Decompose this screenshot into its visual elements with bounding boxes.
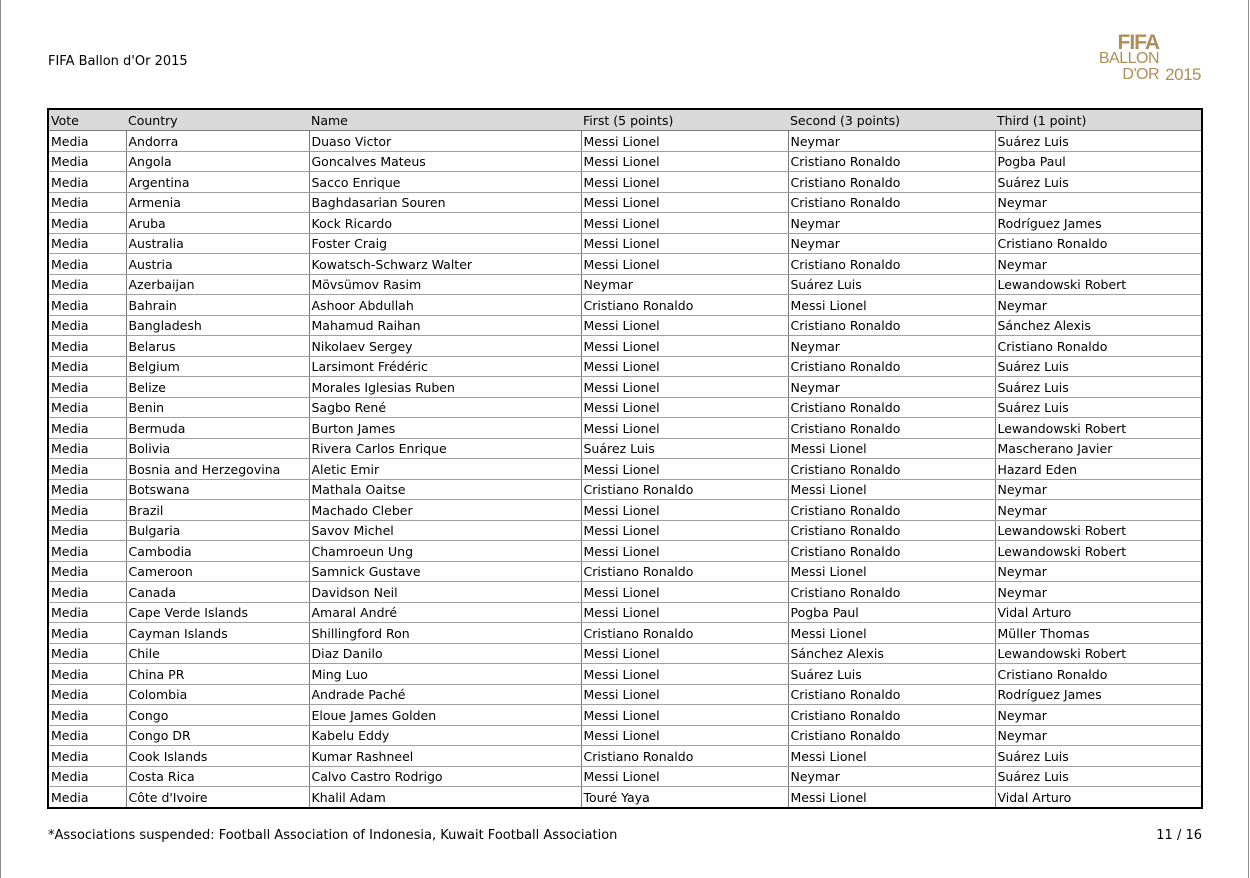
logo-ballon-text: BALLON bbox=[1098, 50, 1159, 67]
voter-name-cell: Diaz Danilo bbox=[309, 643, 581, 664]
third-choice-cell: Neymar bbox=[995, 705, 1202, 726]
vote-cell: Media bbox=[48, 705, 126, 726]
third-choice-cell: Cristiano Ronaldo bbox=[995, 233, 1202, 254]
third-choice-cell: Lewandowski Robert bbox=[995, 274, 1202, 295]
voter-name-cell: Mahamud Raihan bbox=[309, 315, 581, 336]
vote-cell: Media bbox=[48, 643, 126, 664]
second-choice-cell: Cristiano Ronaldo bbox=[788, 254, 995, 275]
first-choice-cell: Messi Lionel bbox=[581, 500, 788, 521]
second-choice-cell: Suárez Luis bbox=[788, 274, 995, 295]
table-row bbox=[48, 438, 1202, 459]
third-choice-cell: Vidal Arturo bbox=[995, 787, 1202, 808]
voter-name-cell: Kock Ricardo bbox=[309, 213, 581, 234]
voter-name-cell: Duaso Victor bbox=[309, 131, 581, 152]
third-choice-cell: Lewandowski Robert bbox=[995, 541, 1202, 562]
second-choice-cell: Cristiano Ronaldo bbox=[788, 397, 995, 418]
country-cell: Cook Islands bbox=[126, 746, 309, 767]
first-choice-cell: Messi Lionel bbox=[581, 192, 788, 213]
country-cell: Belize bbox=[126, 377, 309, 398]
country-cell: Bulgaria bbox=[126, 520, 309, 541]
first-choice-cell: Messi Lionel bbox=[581, 705, 788, 726]
voter-name-cell: Aletic Emir bbox=[309, 459, 581, 480]
third-choice-cell: Suárez Luis bbox=[995, 397, 1202, 418]
country-cell: China PR bbox=[126, 664, 309, 685]
column-header-name: Name bbox=[309, 109, 581, 131]
vote-cell: Media bbox=[48, 295, 126, 316]
table-row bbox=[48, 151, 1202, 172]
vote-cell: Media bbox=[48, 602, 126, 623]
country-cell: Armenia bbox=[126, 192, 309, 213]
second-choice-cell: Cristiano Ronaldo bbox=[788, 725, 995, 746]
second-choice-cell: Neymar bbox=[788, 336, 995, 357]
table-row bbox=[48, 766, 1202, 787]
second-choice-cell: Cristiano Ronaldo bbox=[788, 356, 995, 377]
table-row bbox=[48, 254, 1202, 275]
voter-name-cell: Andrade Paché bbox=[309, 684, 581, 705]
second-choice-cell: Cristiano Ronaldo bbox=[788, 500, 995, 521]
third-choice-cell: Müller Thomas bbox=[995, 623, 1202, 644]
second-choice-cell: Cristiano Ronaldo bbox=[788, 541, 995, 562]
first-choice-cell: Cristiano Ronaldo bbox=[581, 479, 788, 500]
vote-cell: Media bbox=[48, 479, 126, 500]
column-header-vote: Vote bbox=[48, 109, 126, 131]
table-row bbox=[48, 500, 1202, 521]
table-row bbox=[48, 520, 1202, 541]
vote-cell: Media bbox=[48, 787, 126, 808]
country-cell: Australia bbox=[126, 233, 309, 254]
vote-cell: Media bbox=[48, 766, 126, 787]
voter-name-cell: Kowatsch-Schwarz Walter bbox=[309, 254, 581, 275]
second-choice-cell: Neymar bbox=[788, 377, 995, 398]
voter-name-cell: Morales Iglesias Ruben bbox=[309, 377, 581, 398]
votes-table bbox=[47, 108, 1203, 809]
second-choice-cell: Messi Lionel bbox=[788, 438, 995, 459]
first-choice-cell: Messi Lionel bbox=[581, 459, 788, 480]
first-choice-cell: Cristiano Ronaldo bbox=[581, 623, 788, 644]
vote-cell: Media bbox=[48, 336, 126, 357]
vote-cell: Media bbox=[48, 172, 126, 193]
document-title: FIFA Ballon d'Or 2015 bbox=[48, 54, 188, 69]
vote-cell: Media bbox=[48, 582, 126, 603]
country-cell: Aruba bbox=[126, 213, 309, 234]
country-cell: Bangladesh bbox=[126, 315, 309, 336]
voter-name-cell: Savov Michel bbox=[309, 520, 581, 541]
third-choice-cell: Neymar bbox=[995, 500, 1202, 521]
voter-name-cell: Chamroeun Ung bbox=[309, 541, 581, 562]
third-choice-cell: Sánchez Alexis bbox=[995, 315, 1202, 336]
third-choice-cell: Lewandowski Robert bbox=[995, 520, 1202, 541]
country-cell: Angola bbox=[126, 151, 309, 172]
table-row bbox=[48, 787, 1202, 808]
country-cell: Botswana bbox=[126, 479, 309, 500]
second-choice-cell: Cristiano Ronaldo bbox=[788, 684, 995, 705]
first-choice-cell: Cristiano Ronaldo bbox=[581, 295, 788, 316]
table-header-row bbox=[48, 109, 1202, 131]
first-choice-cell: Messi Lionel bbox=[581, 356, 788, 377]
second-choice-cell: Cristiano Ronaldo bbox=[788, 459, 995, 480]
vote-cell: Media bbox=[48, 684, 126, 705]
country-cell: Cape Verde Islands bbox=[126, 602, 309, 623]
second-choice-cell: Messi Lionel bbox=[788, 295, 995, 316]
third-choice-cell: Hazard Eden bbox=[995, 459, 1202, 480]
vote-cell: Media bbox=[48, 623, 126, 644]
first-choice-cell: Messi Lionel bbox=[581, 213, 788, 234]
table-row bbox=[48, 623, 1202, 644]
second-choice-cell: Cristiano Ronaldo bbox=[788, 418, 995, 439]
third-choice-cell: Suárez Luis bbox=[995, 377, 1202, 398]
table-row bbox=[48, 479, 1202, 500]
table-row bbox=[48, 746, 1202, 767]
voter-name-cell: Burton James bbox=[309, 418, 581, 439]
column-header-third: Third (1 point) bbox=[995, 109, 1202, 131]
third-choice-cell: Neymar bbox=[995, 254, 1202, 275]
second-choice-cell: Messi Lionel bbox=[788, 787, 995, 808]
vote-cell: Media bbox=[48, 377, 126, 398]
country-cell: Bolivia bbox=[126, 438, 309, 459]
logo-dor-text: D'OR bbox=[1122, 66, 1159, 83]
country-cell: Chile bbox=[126, 643, 309, 664]
vote-cell: Media bbox=[48, 541, 126, 562]
first-choice-cell: Messi Lionel bbox=[581, 397, 788, 418]
table-row bbox=[48, 561, 1202, 582]
second-choice-cell: Cristiano Ronaldo bbox=[788, 705, 995, 726]
table-row bbox=[48, 233, 1202, 254]
vote-cell: Media bbox=[48, 356, 126, 377]
third-choice-cell: Neymar bbox=[995, 582, 1202, 603]
voter-name-cell: Sagbo René bbox=[309, 397, 581, 418]
voter-name-cell: Davidson Neil bbox=[309, 582, 581, 603]
first-choice-cell: Messi Lionel bbox=[581, 541, 788, 562]
logo-year-text: 2015 bbox=[1165, 65, 1201, 84]
third-choice-cell: Pogba Paul bbox=[995, 151, 1202, 172]
second-choice-cell: Messi Lionel bbox=[788, 561, 995, 582]
first-choice-cell: Messi Lionel bbox=[581, 315, 788, 336]
vote-cell: Media bbox=[48, 561, 126, 582]
table-row bbox=[48, 192, 1202, 213]
voter-name-cell: Rivera Carlos Enrique bbox=[309, 438, 581, 459]
vote-cell: Media bbox=[48, 664, 126, 685]
second-choice-cell: Cristiano Ronaldo bbox=[788, 151, 995, 172]
third-choice-cell: Suárez Luis bbox=[995, 131, 1202, 152]
first-choice-cell: Messi Lionel bbox=[581, 766, 788, 787]
first-choice-cell: Neymar bbox=[581, 274, 788, 295]
voter-name-cell: Samnick Gustave bbox=[309, 561, 581, 582]
table-row bbox=[48, 643, 1202, 664]
first-choice-cell: Messi Lionel bbox=[581, 336, 788, 357]
table-row bbox=[48, 274, 1202, 295]
table-row bbox=[48, 295, 1202, 316]
second-choice-cell: Neymar bbox=[788, 131, 995, 152]
first-choice-cell: Messi Lionel bbox=[581, 664, 788, 685]
table-row bbox=[48, 684, 1202, 705]
third-choice-cell: Cristiano Ronaldo bbox=[995, 336, 1202, 357]
second-choice-cell: Messi Lionel bbox=[788, 746, 995, 767]
third-choice-cell: Neymar bbox=[995, 192, 1202, 213]
page-border-left bbox=[0, 0, 1, 878]
vote-cell: Media bbox=[48, 520, 126, 541]
second-choice-cell: Neymar bbox=[788, 213, 995, 234]
voter-name-cell: Sacco Enrique bbox=[309, 172, 581, 193]
first-choice-cell: Messi Lionel bbox=[581, 602, 788, 623]
second-choice-cell: Cristiano Ronaldo bbox=[788, 172, 995, 193]
country-cell: Bahrain bbox=[126, 295, 309, 316]
country-cell: Argentina bbox=[126, 172, 309, 193]
vote-cell: Media bbox=[48, 254, 126, 275]
country-cell: Canada bbox=[126, 582, 309, 603]
voter-name-cell: Kabelu Eddy bbox=[309, 725, 581, 746]
first-choice-cell: Messi Lionel bbox=[581, 131, 788, 152]
first-choice-cell: Cristiano Ronaldo bbox=[581, 746, 788, 767]
ballon-dor-logo bbox=[1070, 32, 1205, 86]
second-choice-cell: Messi Lionel bbox=[788, 479, 995, 500]
country-cell: Andorra bbox=[126, 131, 309, 152]
third-choice-cell: Neymar bbox=[995, 725, 1202, 746]
table-row bbox=[48, 172, 1202, 193]
third-choice-cell: Suárez Luis bbox=[995, 766, 1202, 787]
voter-name-cell: Larsimont Frédéric bbox=[309, 356, 581, 377]
country-cell: Benin bbox=[126, 397, 309, 418]
voter-name-cell: Shillingford Ron bbox=[309, 623, 581, 644]
second-choice-cell: Pogba Paul bbox=[788, 602, 995, 623]
first-choice-cell: Messi Lionel bbox=[581, 172, 788, 193]
second-choice-cell: Cristiano Ronaldo bbox=[788, 192, 995, 213]
vote-cell: Media bbox=[48, 192, 126, 213]
voter-name-cell: Machado Cleber bbox=[309, 500, 581, 521]
voter-name-cell: Foster Craig bbox=[309, 233, 581, 254]
table-row bbox=[48, 725, 1202, 746]
table-row bbox=[48, 418, 1202, 439]
column-header-second: Second (3 points) bbox=[788, 109, 995, 131]
third-choice-cell: Cristiano Ronaldo bbox=[995, 664, 1202, 685]
country-cell: Costa Rica bbox=[126, 766, 309, 787]
third-choice-cell: Suárez Luis bbox=[995, 746, 1202, 767]
vote-cell: Media bbox=[48, 213, 126, 234]
country-cell: Cambodia bbox=[126, 541, 309, 562]
vote-cell: Media bbox=[48, 274, 126, 295]
country-cell: Cayman Islands bbox=[126, 623, 309, 644]
country-cell: Congo DR bbox=[126, 725, 309, 746]
third-choice-cell: Rodríguez James bbox=[995, 213, 1202, 234]
logo-fifa-text: FIFA bbox=[1117, 31, 1159, 54]
table-row bbox=[48, 213, 1202, 234]
voter-name-cell: Calvo Castro Rodrigo bbox=[309, 766, 581, 787]
first-choice-cell: Cristiano Ronaldo bbox=[581, 561, 788, 582]
country-cell: Brazil bbox=[126, 500, 309, 521]
first-choice-cell: Messi Lionel bbox=[581, 684, 788, 705]
first-choice-cell: Messi Lionel bbox=[581, 377, 788, 398]
table-row bbox=[48, 664, 1202, 685]
first-choice-cell: Messi Lionel bbox=[581, 254, 788, 275]
vote-cell: Media bbox=[48, 131, 126, 152]
vote-cell: Media bbox=[48, 397, 126, 418]
second-choice-cell: Neymar bbox=[788, 233, 995, 254]
vote-cell: Media bbox=[48, 438, 126, 459]
table-row bbox=[48, 582, 1202, 603]
table-row bbox=[48, 397, 1202, 418]
first-choice-cell: Messi Lionel bbox=[581, 725, 788, 746]
voter-name-cell: Ashoor Abdullah bbox=[309, 295, 581, 316]
vote-cell: Media bbox=[48, 315, 126, 336]
table-row bbox=[48, 315, 1202, 336]
voter-name-cell: Baghdasarian Souren bbox=[309, 192, 581, 213]
first-choice-cell: Messi Lionel bbox=[581, 233, 788, 254]
table-row bbox=[48, 705, 1202, 726]
vote-cell: Media bbox=[48, 233, 126, 254]
voter-name-cell: Mövsümov Rasim bbox=[309, 274, 581, 295]
table-row bbox=[48, 602, 1202, 623]
country-cell: Côte d'Ivoire bbox=[126, 787, 309, 808]
vote-cell: Media bbox=[48, 746, 126, 767]
voter-name-cell: Amaral André bbox=[309, 602, 581, 623]
country-cell: Austria bbox=[126, 254, 309, 275]
voter-name-cell: Goncalves Mateus bbox=[309, 151, 581, 172]
third-choice-cell: Mascherano Javier bbox=[995, 438, 1202, 459]
third-choice-cell: Neymar bbox=[995, 295, 1202, 316]
first-choice-cell: Touré Yaya bbox=[581, 787, 788, 808]
second-choice-cell: Cristiano Ronaldo bbox=[788, 520, 995, 541]
second-choice-cell: Sánchez Alexis bbox=[788, 643, 995, 664]
voter-name-cell: Khalil Adam bbox=[309, 787, 581, 808]
table-row bbox=[48, 356, 1202, 377]
first-choice-cell: Messi Lionel bbox=[581, 643, 788, 664]
country-cell: Bermuda bbox=[126, 418, 309, 439]
voter-name-cell: Eloue James Golden bbox=[309, 705, 581, 726]
page-number: 11 / 16 bbox=[1156, 828, 1202, 843]
country-cell: Congo bbox=[126, 705, 309, 726]
third-choice-cell: Lewandowski Robert bbox=[995, 643, 1202, 664]
voter-name-cell: Ming Luo bbox=[309, 664, 581, 685]
second-choice-cell: Neymar bbox=[788, 766, 995, 787]
country-cell: Belgium bbox=[126, 356, 309, 377]
vote-cell: Media bbox=[48, 725, 126, 746]
first-choice-cell: Messi Lionel bbox=[581, 151, 788, 172]
country-cell: Azerbaijan bbox=[126, 274, 309, 295]
page-border-right bbox=[1248, 0, 1249, 878]
table-body bbox=[48, 131, 1202, 808]
first-choice-cell: Messi Lionel bbox=[581, 582, 788, 603]
column-header-first: First (5 points) bbox=[581, 109, 788, 131]
country-cell: Belarus bbox=[126, 336, 309, 357]
table-row bbox=[48, 459, 1202, 480]
second-choice-cell: Suárez Luis bbox=[788, 664, 995, 685]
table-row bbox=[48, 131, 1202, 152]
table-row bbox=[48, 336, 1202, 357]
third-choice-cell: Neymar bbox=[995, 479, 1202, 500]
second-choice-cell: Messi Lionel bbox=[788, 623, 995, 644]
third-choice-cell: Rodríguez James bbox=[995, 684, 1202, 705]
second-choice-cell: Cristiano Ronaldo bbox=[788, 315, 995, 336]
country-cell: Cameroon bbox=[126, 561, 309, 582]
vote-cell: Media bbox=[48, 418, 126, 439]
country-cell: Colombia bbox=[126, 684, 309, 705]
third-choice-cell: Vidal Arturo bbox=[995, 602, 1202, 623]
vote-cell: Media bbox=[48, 151, 126, 172]
first-choice-cell: Messi Lionel bbox=[581, 520, 788, 541]
voter-name-cell: Mathala Oaitse bbox=[309, 479, 581, 500]
vote-cell: Media bbox=[48, 459, 126, 480]
third-choice-cell: Suárez Luis bbox=[995, 172, 1202, 193]
third-choice-cell: Lewandowski Robert bbox=[995, 418, 1202, 439]
second-choice-cell: Cristiano Ronaldo bbox=[788, 582, 995, 603]
voter-name-cell: Kumar Rashneel bbox=[309, 746, 581, 767]
third-choice-cell: Neymar bbox=[995, 561, 1202, 582]
column-header-country: Country bbox=[126, 109, 309, 131]
footnote: *Associations suspended: Football Association of Indonesia, Kuwait Football Association bbox=[48, 828, 618, 843]
first-choice-cell: Suárez Luis bbox=[581, 438, 788, 459]
table-row bbox=[48, 541, 1202, 562]
third-choice-cell: Suárez Luis bbox=[995, 356, 1202, 377]
first-choice-cell: Messi Lionel bbox=[581, 418, 788, 439]
vote-cell: Media bbox=[48, 500, 126, 521]
table-row bbox=[48, 377, 1202, 398]
country-cell: Bosnia and Herzegovina bbox=[126, 459, 309, 480]
voter-name-cell: Nikolaev Sergey bbox=[309, 336, 581, 357]
